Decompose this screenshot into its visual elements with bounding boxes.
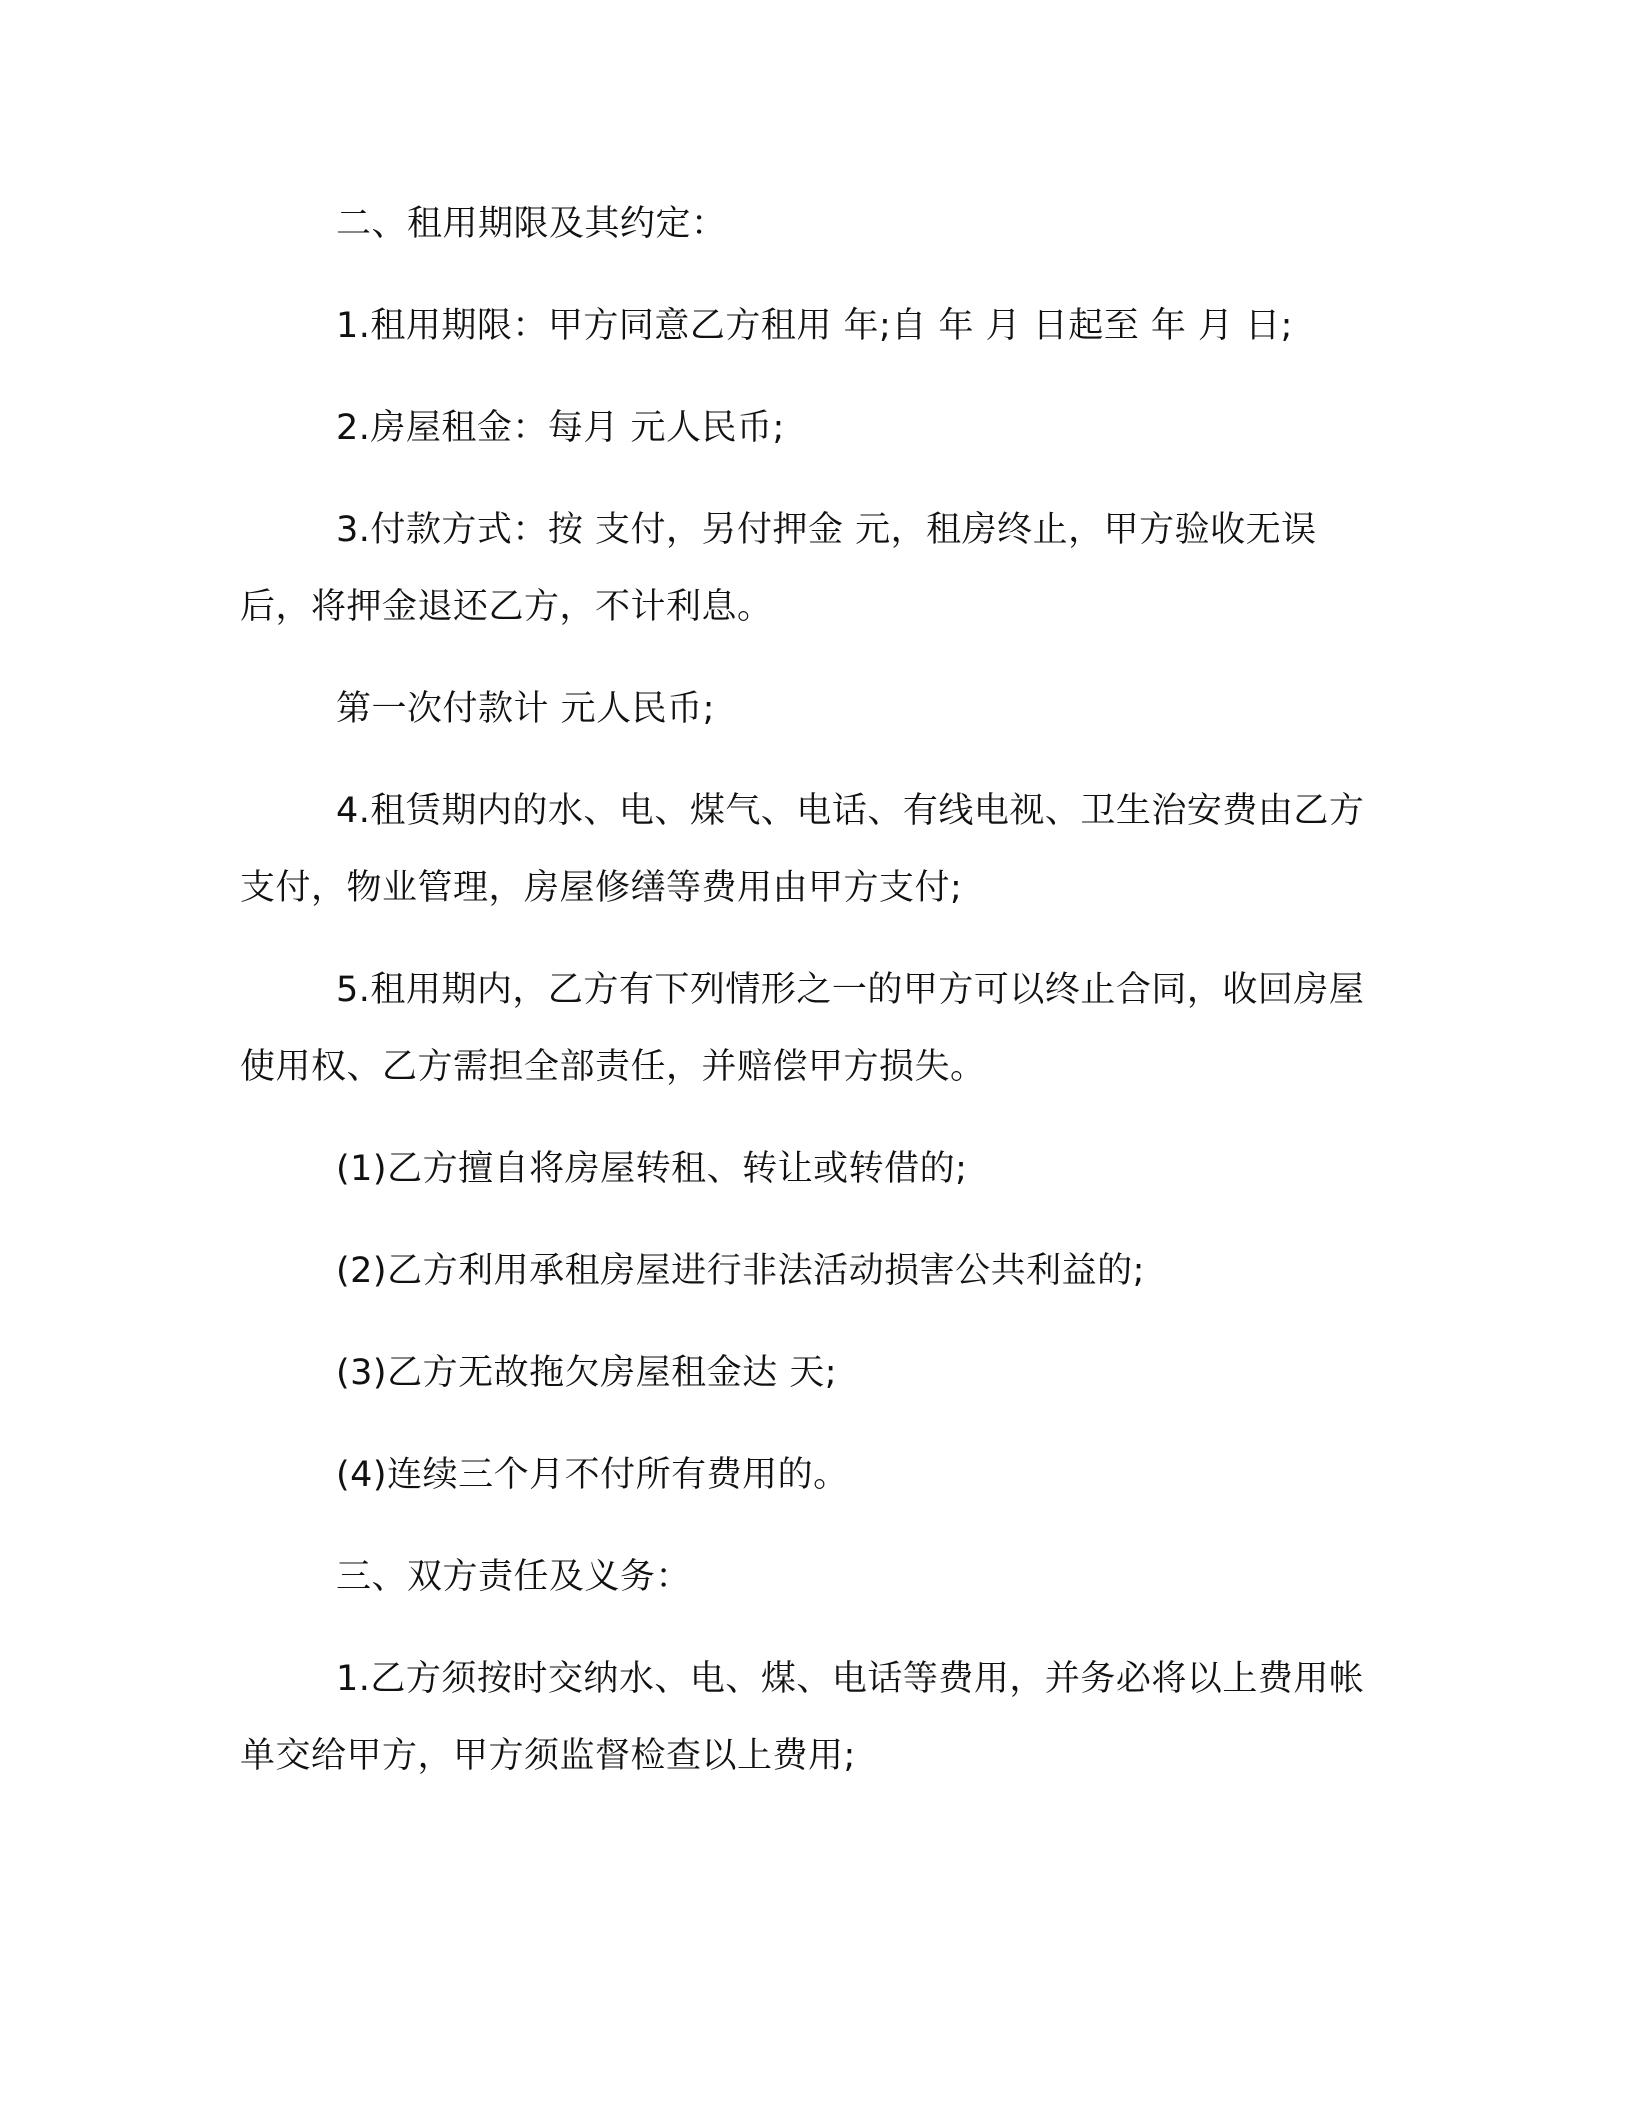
clause-utilities: 4.租赁期内的水、电、煤气、电话、有线电视、卫生治安费由乙方支付，物业管理，房屋修缮等费用由甲方支付;: [240, 791, 1365, 908]
clause-payment-method: 3.付款方式：按 支付，另付押金 元，租房终止，甲方验收无误后，将押金退还乙方，不计利息。: [240, 510, 1317, 627]
document-body: [240, 186, 1370, 1795]
termination-item-3: (3)乙方无故拖欠房屋租金达 天;: [336, 1353, 837, 1393]
termination-item-4: (4)连续三个月不付所有费用的。: [336, 1455, 849, 1495]
clause-termination: 5.租用期内，乙方有下列情形之一的甲方可以终止合同，收回房屋使用权、乙方需担全部责任，并赔偿甲方损失。: [240, 970, 1365, 1087]
termination-item-2: (2)乙方利用承租房屋进行非法活动损害公共利益的;: [336, 1251, 1145, 1291]
clause-first-payment: 第一次付款计 元人民币;: [336, 689, 715, 729]
clause-tenant-fees: 1.乙方须按时交纳水、电、煤、电话等费用，并务必将以上费用帐单交给甲方，甲方须监督检查以上费用;: [240, 1659, 1365, 1776]
clause-lease-period: 1.租用期限：甲方同意乙方租用 年;自 年 月 日起至 年 月 日;: [336, 306, 1293, 346]
termination-item-1: (1)乙方擅自将房屋转租、转让或转借的;: [336, 1149, 968, 1189]
clause-rent: 2.房屋租金：每月 元人民币;: [336, 408, 785, 448]
section-heading-responsibilities: 三、双方责任及义务：: [336, 1557, 692, 1597]
section-heading-lease-term: 二、租用期限及其约定：: [336, 204, 727, 244]
